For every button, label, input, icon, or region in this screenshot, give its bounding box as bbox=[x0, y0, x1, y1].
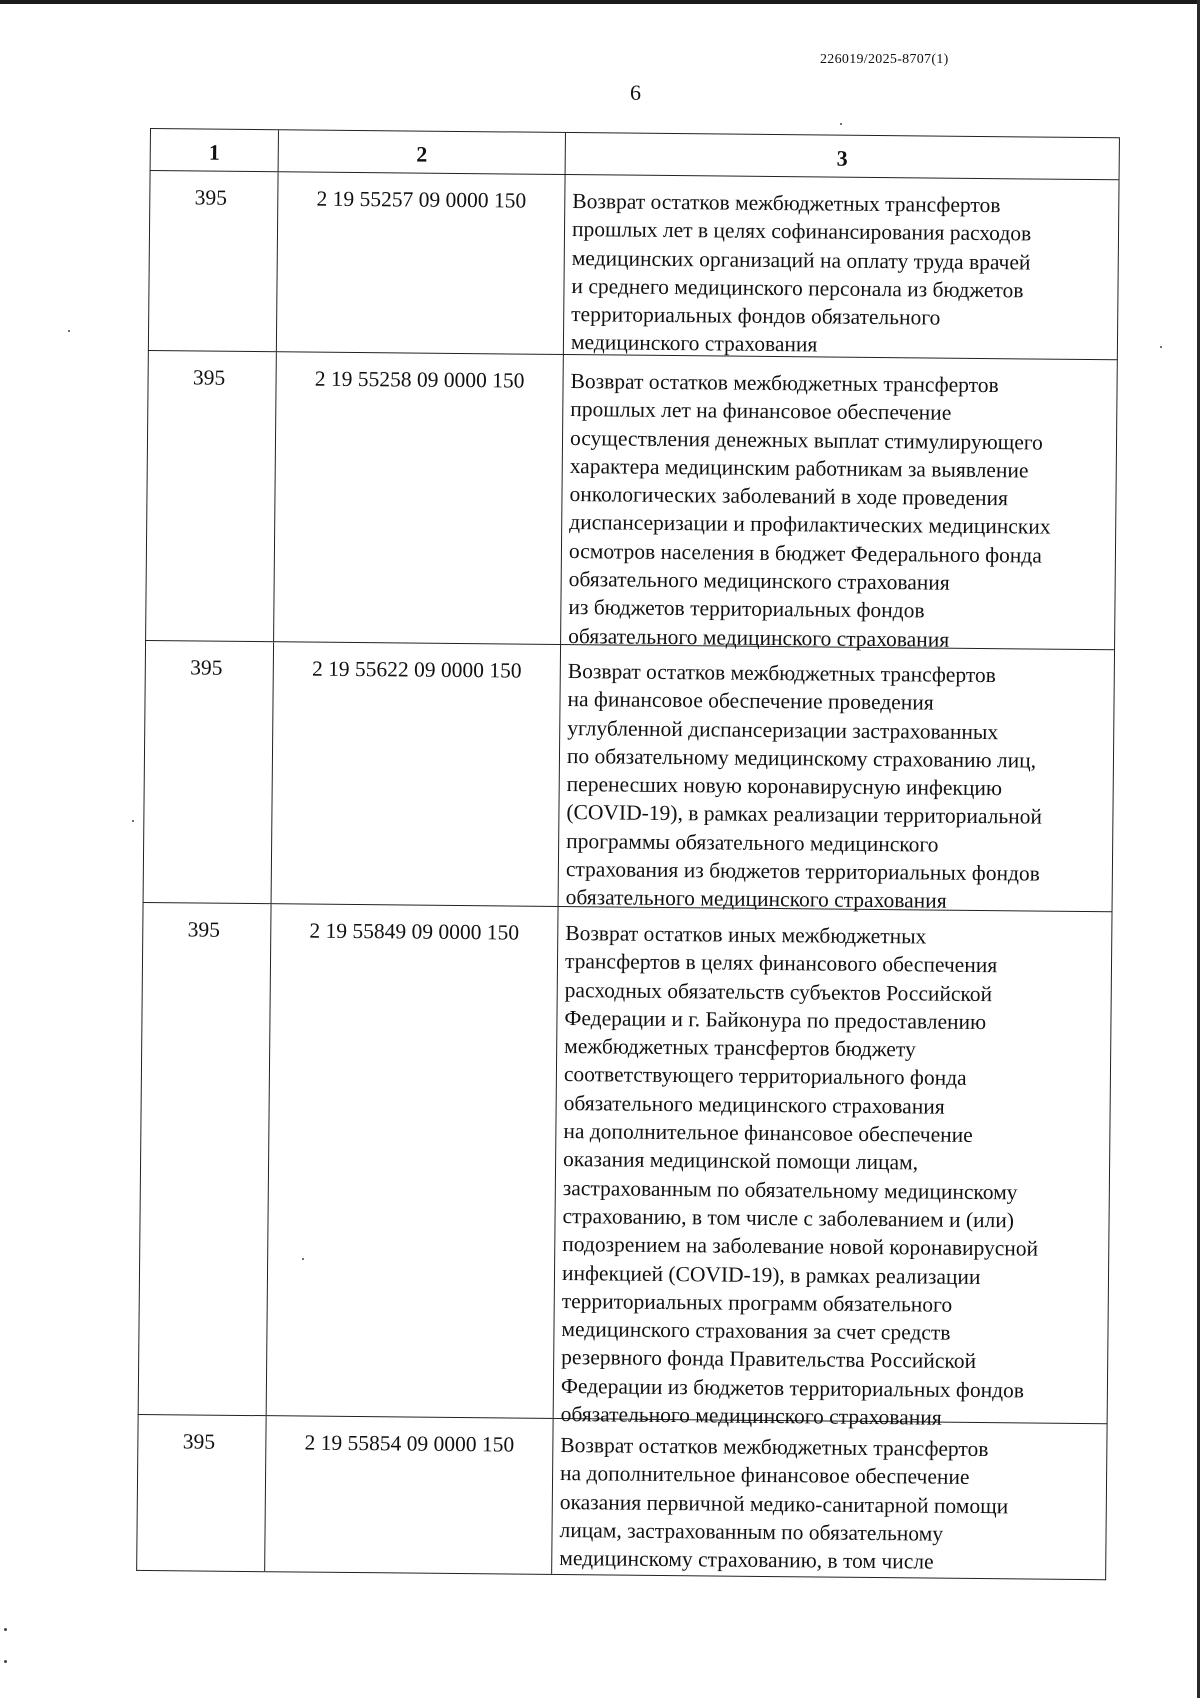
description-cell: Возврат остатков межбюджетных трансфертов прошлых лет на финансовое обеспечение осуществления денежных выплат стимулирующего характера медицинским работникам за выявление онкологических заболеваний в ходе проведения диспансеризации и профилактических медицинских осмотров населения в бюджет Федерального фонда обязательного медицинского страхования из бюджетов территориальных фондов обязательного медицинского страхования bbox=[568, 369, 1051, 652]
budget-codes-table bbox=[136, 128, 1120, 1580]
scan-top-edge bbox=[0, 0, 1200, 4]
table-row bbox=[143, 641, 1115, 912]
scan-speck bbox=[4, 1628, 7, 1631]
admin-code-cell: 395 bbox=[146, 351, 277, 641]
table-row bbox=[136, 1415, 1107, 1580]
admin-code-cell: 395 bbox=[137, 1415, 266, 1571]
kbk-code-cell: 2 19 55849 09 0000 150 bbox=[267, 904, 559, 1418]
page-number: 6 bbox=[630, 80, 641, 105]
scan-speck bbox=[4, 1660, 7, 1663]
table-row bbox=[145, 351, 1118, 650]
description-cell: Возврат остатков межбюджетных трансфертов прошлых лет в целях софинансирования расходов медицинских организаций на оплату труда врачей и среднего медицинского персонала из бюджетов территориальных фондов обязательного медицинского страхования bbox=[570, 189, 1032, 357]
table-row bbox=[138, 903, 1113, 1430]
document-number: 226019/2025-8707(1) bbox=[820, 52, 949, 67]
description-cell: Возврат остатков иных межбюджетных трансфертов в целях финансового обеспечения расходных обязательств субъектов Российской Федерации и г. Байконура по предоставлению межбюджетных трансфертов бюджету соответствующего территориального фонда обязательного медицинского страхования на дополнительное финансовое обеспечение оказания медицинской помощи лицам, застрахованным по обязательному медицинскому страхованию, в том числе с заболеванием и (или) подозрением на заболевание новой коронавирусной инфекцией (COVID-19), в рамках реализации территориальных программ обязательного медицинского страхования за счет средств резервного фонда Правительства Российской Федерации из бюджетов территориальных фондов обязательного медицинского страхования bbox=[560, 921, 1039, 1430]
scan-speck bbox=[68, 330, 70, 332]
kbk-code-cell: 2 19 55622 09 0000 150 bbox=[272, 642, 561, 906]
admin-code-cell: 395 bbox=[144, 641, 274, 903]
admin-code-cell: 395 bbox=[149, 171, 279, 351]
scan-speck bbox=[1160, 346, 1162, 348]
scan-speck bbox=[302, 1258, 304, 1260]
column-header-2: 2 bbox=[279, 130, 566, 174]
column-header-3: 3 bbox=[836, 145, 848, 171]
kbk-code-cell: 2 19 55257 09 0000 150 bbox=[277, 172, 566, 354]
kbk-code-cell: 2 19 55258 09 0000 150 bbox=[274, 352, 564, 644]
table-row bbox=[148, 171, 1120, 360]
kbk-code-cell: 2 19 55854 09 0000 150 bbox=[265, 1416, 553, 1574]
column-header-1: 1 bbox=[151, 129, 279, 171]
scan-speck bbox=[840, 123, 842, 125]
scan-speck bbox=[132, 820, 134, 822]
description-cell: Возврат остатков межбюджетных трансфертов на дополнительное финансовое обеспечение оказания первичной медико-санитарной помощи лицам, застрахованным по обязательному медицинскому страхованию, в том числе bbox=[559, 1433, 1009, 1574]
description-cell: Возврат остатков межбюджетных трансфертов на финансовое обеспечение проведения углубленной диспансеризации застрахованных по обязательному медицинскому страхованию лиц, перенесших новую коронавирусную инфекцию (COVID-19), в рамках реализации территориальной программы обязательного медицинского страхования из бюджетов территориальных фондов обязательного медицинского страхования bbox=[565, 659, 1043, 914]
admin-code-cell: 395 bbox=[139, 903, 272, 1415]
